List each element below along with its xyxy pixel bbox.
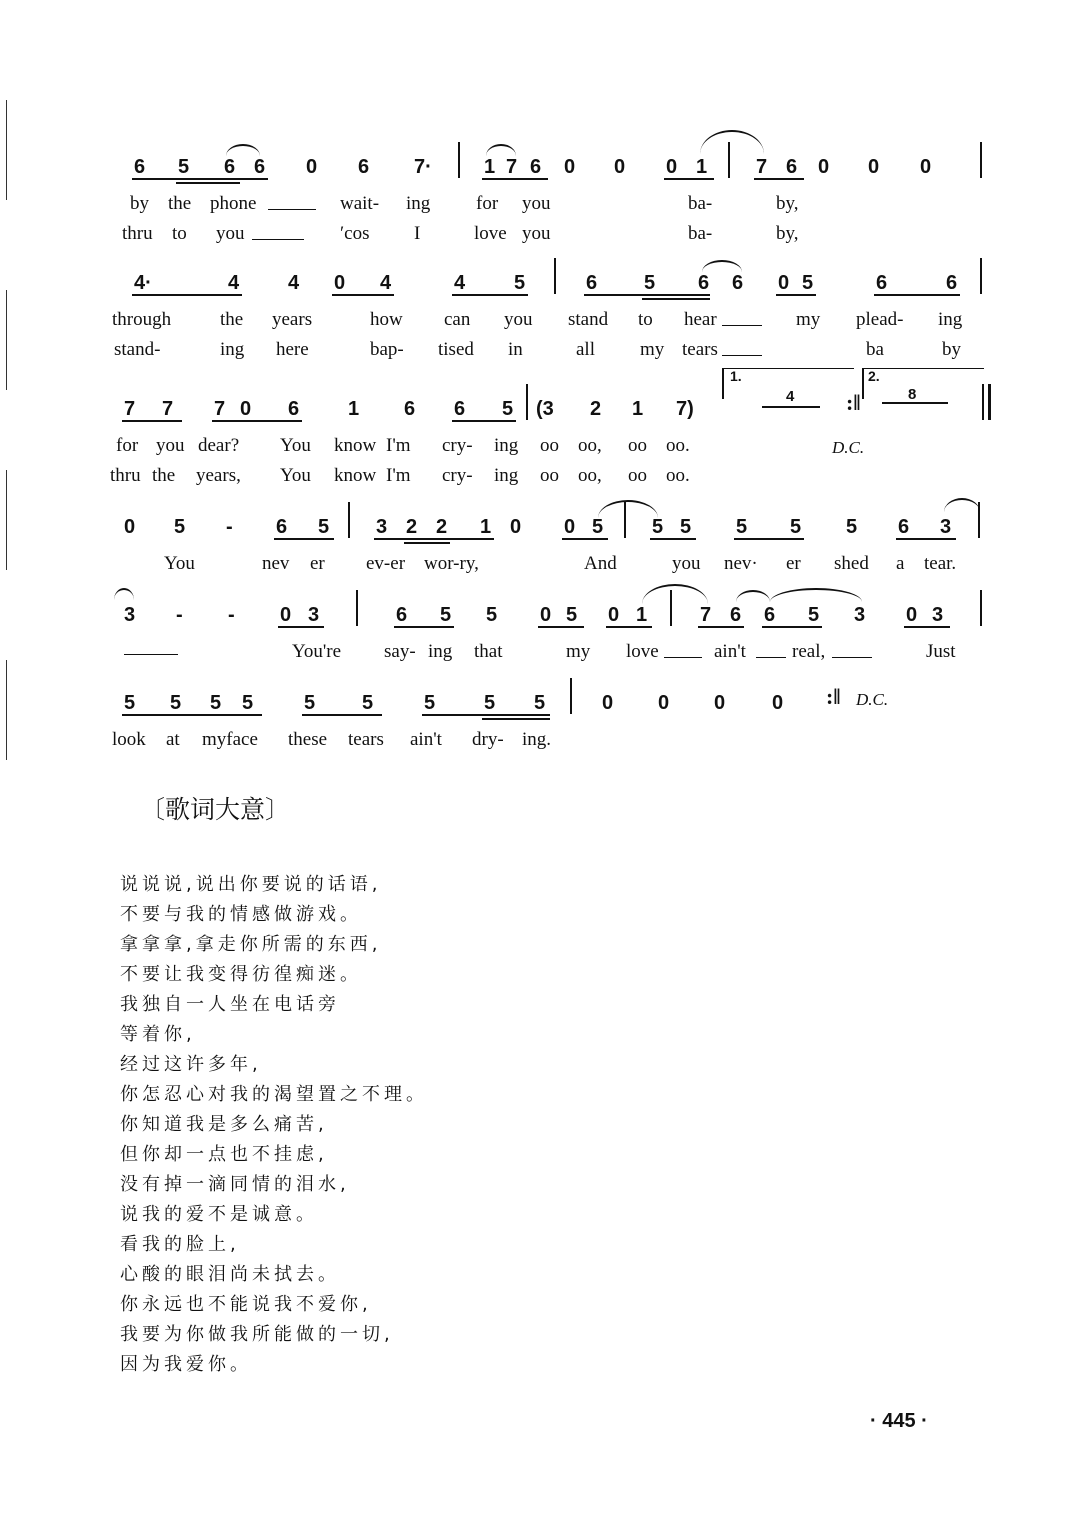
rest-measure-count: 8 xyxy=(908,386,917,403)
note: 0 xyxy=(564,516,576,538)
tie-slur xyxy=(486,144,516,156)
lyric: at xyxy=(166,729,180,750)
lyric: ing xyxy=(406,193,431,214)
note: 7) xyxy=(676,398,694,420)
note: 0 xyxy=(240,398,252,420)
note: 3 xyxy=(854,604,866,626)
lyric: my xyxy=(566,641,591,662)
lyric: oo xyxy=(628,465,647,486)
note: 0 xyxy=(818,156,830,178)
final-barline xyxy=(988,384,991,420)
note: 6 xyxy=(276,516,288,538)
note: 5 xyxy=(802,272,814,294)
final-barline xyxy=(982,384,984,420)
translation-line: 但你却一点也不挂虑, xyxy=(120,1144,328,1165)
note: 5 xyxy=(440,604,452,626)
lyric: I'm xyxy=(386,465,411,486)
note: 5 xyxy=(514,272,526,294)
note: 6 xyxy=(134,156,146,178)
note: 7 xyxy=(124,398,136,420)
note: 6 xyxy=(730,604,742,626)
note: 3 xyxy=(376,516,388,538)
melisma-line xyxy=(252,239,304,240)
beam xyxy=(606,626,652,628)
note: 5 xyxy=(790,516,802,538)
lyric: the xyxy=(220,309,244,330)
note: 0 xyxy=(510,516,522,538)
beam xyxy=(642,298,710,300)
beam xyxy=(176,182,240,184)
note: 6 xyxy=(876,272,888,294)
lyric: through xyxy=(112,309,172,330)
barline xyxy=(348,502,350,538)
lyric: You xyxy=(280,435,311,456)
note: 2 xyxy=(590,398,602,420)
translation-line: 心酸的眼泪尚未拭去。 xyxy=(120,1264,340,1285)
note: 5 xyxy=(304,692,316,714)
lyric: er xyxy=(786,553,801,574)
note: 4 xyxy=(228,272,240,294)
note: 5 xyxy=(174,516,186,538)
lyric: nev· xyxy=(724,553,758,574)
da-capo-mark: D.C. xyxy=(856,690,889,709)
lyric: in xyxy=(508,339,523,360)
lyric: ing. xyxy=(522,729,552,750)
note: 5 xyxy=(652,516,664,538)
note: 0 xyxy=(614,156,626,178)
beam xyxy=(584,294,710,296)
note: 4· xyxy=(134,272,152,294)
beam xyxy=(132,178,268,180)
lyric: I'm xyxy=(386,435,411,456)
beam xyxy=(122,420,182,422)
lyric: oo xyxy=(628,435,647,456)
tie-slur xyxy=(598,500,658,518)
note: 6 xyxy=(946,272,958,294)
lyric: ain't xyxy=(714,641,746,662)
lyric: dry- xyxy=(472,729,504,750)
note: 6 xyxy=(224,156,236,178)
lyric: oo. xyxy=(666,465,690,486)
lyric: you xyxy=(216,223,245,244)
lyric: hear xyxy=(684,309,717,330)
note: 4 xyxy=(454,272,466,294)
lyric: cry- xyxy=(442,465,473,486)
note: 0 xyxy=(772,692,784,714)
lyric: say- xyxy=(384,641,416,662)
lyric: stand- xyxy=(114,339,161,360)
lyric: ing xyxy=(220,339,245,360)
beam xyxy=(404,542,450,544)
note: 6 xyxy=(898,516,910,538)
lyric: by, xyxy=(776,223,799,244)
note: 3 xyxy=(932,604,944,626)
note: 0 xyxy=(564,156,576,178)
note: 6 xyxy=(698,272,710,294)
lyric: nev xyxy=(262,553,290,574)
lyric: Just xyxy=(926,641,956,662)
note: 1 xyxy=(696,156,708,178)
note: 5 xyxy=(362,692,374,714)
repeat-sign: :‖ xyxy=(846,390,861,415)
barline xyxy=(980,258,982,294)
lyric: tear. xyxy=(924,553,957,574)
beam xyxy=(562,538,608,540)
note: 7 xyxy=(162,398,174,420)
beam xyxy=(538,626,584,628)
lyric: look xyxy=(112,729,146,750)
lyric: know xyxy=(334,465,377,486)
lyric: ba- xyxy=(688,223,713,244)
note: 5 xyxy=(242,692,254,714)
note: - xyxy=(226,516,233,538)
lyric: wor-ry, xyxy=(424,553,479,574)
page-edge-line xyxy=(6,290,7,390)
note: 5 xyxy=(736,516,748,538)
beam xyxy=(754,178,804,180)
lyric: you xyxy=(672,553,701,574)
note: - xyxy=(228,604,235,626)
note: 5 xyxy=(846,516,858,538)
lyric: real, xyxy=(792,641,826,662)
end-repeat-sign: :‖ xyxy=(826,684,841,709)
beam xyxy=(650,538,696,540)
lyric: tised xyxy=(438,339,474,360)
volta-bracket-2 xyxy=(862,368,984,399)
note: 5 xyxy=(178,156,190,178)
lyric: oo. xyxy=(666,435,690,456)
lyric: by, xyxy=(776,193,799,214)
note: 5 xyxy=(210,692,222,714)
beam xyxy=(302,714,382,716)
note: 6 xyxy=(288,398,300,420)
barline xyxy=(570,678,572,714)
note: 1 xyxy=(348,398,360,420)
lyric: plead- xyxy=(856,309,904,330)
barline xyxy=(980,590,982,626)
note: 5 xyxy=(170,692,182,714)
lyric: can xyxy=(444,309,471,330)
beam xyxy=(874,294,960,296)
beam xyxy=(904,626,950,628)
tie-slur xyxy=(944,498,980,512)
lyric: thru xyxy=(122,223,153,244)
note: 5 xyxy=(124,692,136,714)
lyric: for xyxy=(116,435,139,456)
lyric: oo xyxy=(540,465,559,486)
note: 2 xyxy=(436,516,448,538)
lyric: here xyxy=(276,339,309,360)
page-edge-line xyxy=(6,660,7,760)
beam xyxy=(422,714,550,716)
note: 5 xyxy=(808,604,820,626)
lyric: ing xyxy=(494,465,519,486)
note: 0 xyxy=(602,692,614,714)
beam xyxy=(332,294,394,296)
note: 1 xyxy=(636,604,648,626)
beam xyxy=(776,294,816,296)
melisma-line xyxy=(722,325,762,326)
lyric: years xyxy=(272,309,313,330)
note: 6 xyxy=(404,398,416,420)
note: 6 xyxy=(586,272,598,294)
note: 5 xyxy=(502,398,514,420)
beam xyxy=(698,626,744,628)
note: 0 xyxy=(124,516,136,538)
volta-2-label: 2. xyxy=(868,368,880,384)
note: 0 xyxy=(906,604,918,626)
lyric: bap- xyxy=(370,339,404,360)
rest-measure-count: 4 xyxy=(786,388,795,405)
beam xyxy=(482,178,548,180)
lyric: how xyxy=(370,309,403,330)
lyric: you xyxy=(156,435,185,456)
note: (3 xyxy=(536,398,554,420)
lyric: by xyxy=(130,193,149,214)
barline xyxy=(526,384,528,420)
lyric: oo, xyxy=(578,465,602,486)
translation-line: 没有掉一滴同情的泪水, xyxy=(120,1174,350,1195)
lyric: my xyxy=(796,309,821,330)
note: 6 xyxy=(396,604,408,626)
translation-line: 说说说,说出你要说的话语, xyxy=(120,874,382,895)
melisma-line xyxy=(722,355,762,356)
beam xyxy=(482,718,550,720)
note: 6 xyxy=(454,398,466,420)
melisma-line xyxy=(664,657,702,658)
barline xyxy=(356,590,358,626)
lyric: ba xyxy=(866,339,884,360)
translation-line: 我要为你做我所能做的一切, xyxy=(120,1324,394,1345)
note: 4 xyxy=(380,272,392,294)
beam xyxy=(274,538,334,540)
lyric: shed xyxy=(834,553,869,574)
note: 6 xyxy=(530,156,542,178)
note: 5 xyxy=(644,272,656,294)
tie-slur xyxy=(702,260,742,272)
lyric: ain't xyxy=(410,729,442,750)
beam xyxy=(394,626,454,628)
note: 7· xyxy=(414,156,432,178)
translation-line: 你永远也不能说我不爱你, xyxy=(120,1294,372,1315)
note: 0 xyxy=(666,156,678,178)
lyric: I xyxy=(414,223,421,244)
note: 6 xyxy=(764,604,776,626)
note: 7 xyxy=(214,398,226,420)
barline xyxy=(980,142,982,178)
lyric: You're xyxy=(292,641,342,662)
note: 3 xyxy=(940,516,952,538)
lyric: ba- xyxy=(688,193,713,214)
beam xyxy=(212,420,302,422)
lyric: love xyxy=(626,641,659,662)
note: 5 xyxy=(592,516,604,538)
lyric: you xyxy=(504,309,533,330)
melisma-line xyxy=(756,657,786,658)
lyric: dear? xyxy=(198,435,240,456)
lyric: know xyxy=(334,435,377,456)
lyric: wait- xyxy=(340,193,380,214)
note: 6 xyxy=(786,156,798,178)
tie-slur xyxy=(736,590,770,602)
tie-slur xyxy=(700,130,764,154)
lyric: ev-er xyxy=(366,553,406,574)
lyric: ing xyxy=(494,435,519,456)
lyric: my xyxy=(640,339,665,360)
lyric: the xyxy=(152,465,176,486)
translation-line: 你怎忍心对我的渴望置之不理。 xyxy=(120,1084,428,1105)
note: 0 xyxy=(714,692,726,714)
note: 6 xyxy=(254,156,266,178)
lyric: er xyxy=(310,553,325,574)
lyric: phone xyxy=(210,193,257,214)
lyric: oo, xyxy=(578,435,602,456)
beam xyxy=(278,626,324,628)
note: 5 xyxy=(534,692,546,714)
note: 6 xyxy=(358,156,370,178)
note: 1 xyxy=(632,398,644,420)
volta-1-label: 1. xyxy=(730,368,742,384)
page-number: · 445 · xyxy=(870,1410,928,1432)
barline xyxy=(554,258,556,294)
lyric: to xyxy=(172,223,187,244)
beam xyxy=(896,538,956,540)
translation-line: 经过这许多年, xyxy=(120,1054,262,1075)
lyric: you xyxy=(522,223,551,244)
translation-line: 说我的爱不是诚意。 xyxy=(120,1204,318,1225)
note: 5 xyxy=(484,692,496,714)
tie-slur xyxy=(642,584,708,604)
note: 0 xyxy=(608,604,620,626)
translation-line: 因为我爱你。 xyxy=(120,1354,252,1375)
translation-line: 看我的脸上, xyxy=(120,1234,240,1255)
note: 5 xyxy=(486,604,498,626)
page-edge-line xyxy=(6,470,7,570)
note: 3 xyxy=(308,604,320,626)
note: 4 xyxy=(288,272,300,294)
beam xyxy=(132,294,242,296)
note: 0 xyxy=(920,156,932,178)
lyric: that xyxy=(474,641,503,662)
translation-line: 你知道我是多么痛苦, xyxy=(120,1114,328,1135)
translation-line: 等着你, xyxy=(120,1024,196,1045)
note: 5 xyxy=(424,692,436,714)
lyric: ing xyxy=(428,641,453,662)
lyric: myface xyxy=(202,729,258,750)
note: 0 xyxy=(280,604,292,626)
melisma-line xyxy=(268,209,316,210)
translation-line: 不要让我变得彷徨痴迷。 xyxy=(120,964,362,985)
lyric: these xyxy=(288,729,328,750)
lyric: a xyxy=(896,553,905,574)
lyric: You xyxy=(280,465,311,486)
lyric: cry- xyxy=(442,435,473,456)
lyric: oo xyxy=(540,435,559,456)
note: 1 xyxy=(480,516,492,538)
tie-slur xyxy=(114,588,134,600)
beam xyxy=(452,294,528,296)
lyric: And xyxy=(584,553,617,574)
translation-heading: 〔歌词大意〕 xyxy=(140,795,291,824)
beam xyxy=(452,420,516,422)
lyric: tears xyxy=(348,729,384,750)
note: 6 xyxy=(732,272,744,294)
lyric: stand xyxy=(568,309,609,330)
lyric: You xyxy=(164,553,195,574)
lyric: by xyxy=(942,339,961,360)
note: 3 xyxy=(124,604,136,626)
barline xyxy=(458,142,460,178)
lyric: years, xyxy=(196,465,241,486)
note: 0 xyxy=(658,692,670,714)
tie-slur xyxy=(770,588,862,602)
beam xyxy=(374,538,494,540)
da-capo-mark: D.C. xyxy=(832,438,865,457)
lyric: all xyxy=(576,339,595,360)
translation-line: 不要与我的情感做游戏。 xyxy=(120,904,362,925)
note: 1 xyxy=(484,156,496,178)
note: - xyxy=(176,604,183,626)
tie-slur xyxy=(226,144,260,156)
lyric: the xyxy=(168,193,192,214)
note: 0 xyxy=(868,156,880,178)
translation-line: 我独自一人坐在电话旁 xyxy=(120,994,340,1015)
beam xyxy=(664,178,714,180)
melisma-line xyxy=(832,657,872,658)
lyric: for xyxy=(476,193,499,214)
lyric: to xyxy=(638,309,653,330)
note: 7 xyxy=(506,156,518,178)
lyric: thru xyxy=(110,465,141,486)
page-edge-line xyxy=(6,100,7,200)
note: 7 xyxy=(756,156,768,178)
lyric: ing xyxy=(938,309,963,330)
note: 0 xyxy=(334,272,346,294)
lyric: tears xyxy=(682,339,718,360)
beam xyxy=(762,626,822,628)
note: 0 xyxy=(540,604,552,626)
beam xyxy=(122,714,262,716)
note: 5 xyxy=(680,516,692,538)
melisma-line xyxy=(124,654,178,655)
translation-line: 拿拿拿,拿走你所需的东西, xyxy=(120,934,382,955)
note: 0 xyxy=(306,156,318,178)
beam xyxy=(734,538,804,540)
lyric: ′cos xyxy=(340,223,370,244)
note: 5 xyxy=(318,516,330,538)
lyric: love xyxy=(474,223,507,244)
lyric: you xyxy=(522,193,551,214)
note: 2 xyxy=(406,516,418,538)
note: 0 xyxy=(778,272,790,294)
note: 5 xyxy=(566,604,578,626)
note: 7 xyxy=(700,604,712,626)
